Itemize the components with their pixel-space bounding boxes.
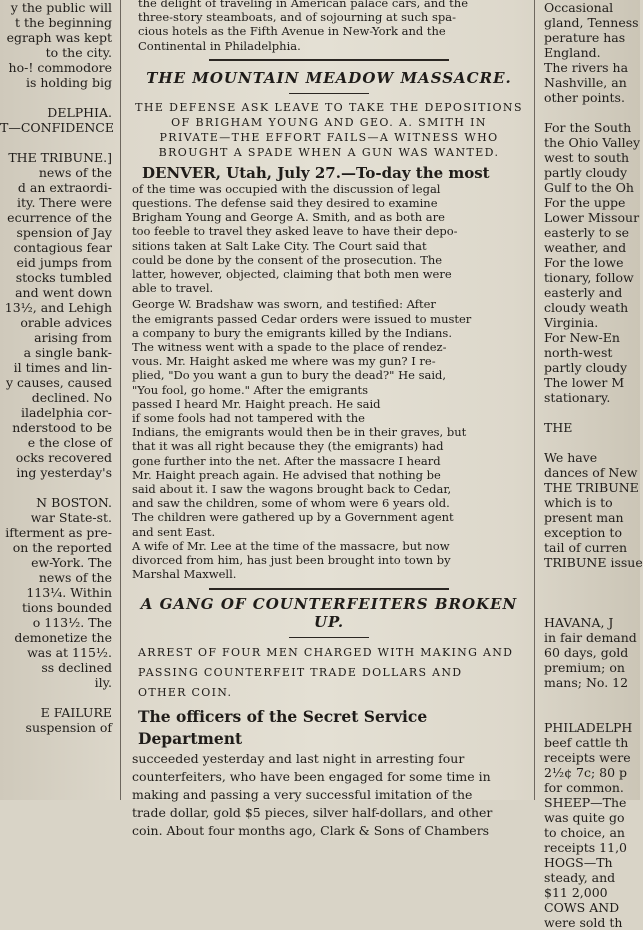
text-line: Marshal Maxwell.: [132, 567, 237, 582]
text-line: [540, 405, 640, 420]
text-line: vous. Mr. Haight asked me where was my gun? I re-: [132, 354, 436, 369]
text-line: weather, and: [544, 240, 627, 255]
article-counterfeiters: [128, 595, 530, 840]
text-line: The rivers ha: [544, 60, 629, 75]
text-line: George W. Bradshaw was sworn, and testified: After: [132, 297, 436, 312]
text-line: The children were gathered up by a Government agent: [132, 510, 454, 525]
article-deck: [128, 643, 530, 703]
headline: THE MOUNTAIN MEADOW MASSACRE.: [146, 68, 512, 87]
text-line: coin. About four months ago, Clark & Sons of Chambers: [132, 822, 490, 838]
text-line: 113¼. Within: [26, 585, 112, 600]
text-line: on the reported: [12, 540, 112, 555]
text-line: Occasional: [544, 0, 614, 15]
text-line: [0, 90, 116, 105]
text-line: receipts 11,0: [544, 840, 628, 855]
text-line: SHEEP—The: [544, 795, 627, 810]
text-line: partly cloudy: [544, 360, 628, 375]
text-line: ity. There were: [17, 195, 112, 210]
text-line: west to south: [544, 150, 630, 165]
text-line: could be done by the consent of the prosecution. The: [132, 252, 443, 267]
text-line: ew-York. The: [31, 555, 112, 570]
text-line: trade dollar, gold $5 pieces, silver half-dollars, and other: [132, 804, 493, 820]
text-line: is holding big: [26, 75, 112, 90]
text-line: orable advices: [20, 315, 112, 330]
text-line: For the lowe: [544, 255, 624, 270]
text-line: war State-st.: [30, 510, 112, 525]
text-line: [0, 135, 116, 150]
text-line: cloudy weath: [544, 300, 629, 315]
text-line: For the South: [544, 120, 632, 135]
top-carryover-text: [128, 0, 530, 53]
column-rule-right: [534, 0, 535, 800]
text-line: counterfeiters, who have been engaged for some time in: [132, 768, 491, 784]
separator-rule: [209, 588, 449, 590]
article-body: [128, 750, 530, 840]
text-line: north-west: [544, 345, 613, 360]
text-line: d an extraordi-: [17, 180, 112, 195]
text-line: easterly to se: [544, 225, 630, 240]
text-line: 60 days, gold: [544, 645, 629, 660]
text-line: iladelphia cor-: [20, 405, 112, 420]
text-line: cious hotels as the Fifth Avenue in New-York and the: [138, 24, 446, 39]
text-line: egraph was kept: [6, 30, 112, 45]
text-line: A wife of Mr. Lee at the time of the massacre, but now: [132, 538, 450, 553]
text-line: THE TRIBUNE.]: [8, 150, 112, 165]
text-line: [540, 435, 640, 450]
text-line: e the close of: [27, 435, 112, 450]
text-line: stocks tumbled: [15, 270, 112, 285]
text-line: 13½, and Lehigh: [4, 300, 112, 315]
text-line: Gulf to the Oh: [544, 180, 634, 195]
text-line: plied, "Do you want a gun to bury the dead?" He said,: [132, 368, 447, 383]
text-line: receipts were: [544, 750, 631, 765]
text-line: able to travel.: [132, 281, 214, 296]
headline: A GANG OF COUNTERFEITERS BROKEN UP.: [140, 594, 518, 631]
text-line: "You fool, go home." After the emigrants: [132, 382, 369, 397]
text-line: OF BRIGHAM YOUNG AND GEO. A. SMITH IN: [171, 115, 487, 129]
text-line: suspension of: [25, 720, 112, 735]
text-line: 2½¢ 7c; 80 p: [544, 765, 628, 780]
separator-rule: [289, 93, 369, 94]
article-body-closing: [128, 539, 530, 582]
text-line: ho-! commodore: [8, 60, 112, 75]
text-line: BROUGHT A SPADE WHEN A GUN WAS WANTED.: [158, 145, 500, 159]
article-mountain-meadow: [128, 69, 530, 582]
text-line: to choice, an: [544, 825, 625, 840]
text-line: [540, 705, 640, 720]
text-line: [0, 690, 116, 705]
text-line: y causes, caused: [5, 375, 112, 390]
text-line: COWS AND: [544, 900, 620, 915]
text-line: y the public will: [10, 0, 112, 15]
text-line: [540, 570, 640, 585]
text-line: premium; on: [544, 660, 625, 675]
text-line: PRIVATE—THE EFFORT FAILS—A WITNESS WHO: [159, 130, 499, 144]
text-line: perature has: [544, 30, 626, 45]
text-line: [540, 690, 640, 705]
text-line: DELPHIA.: [47, 105, 112, 120]
text-line: dances of New: [544, 465, 638, 480]
text-line: was at 115½.: [27, 645, 112, 660]
right-column: [540, 0, 643, 930]
text-line: [0, 480, 116, 495]
text-line: [540, 105, 640, 120]
text-line: which is to: [544, 495, 613, 510]
text-line: latter, however, objected, claiming that both men were: [132, 267, 452, 282]
text-line: ing yesterday's: [16, 465, 112, 480]
text-line: THE TRIBUNE: [544, 480, 639, 495]
article-body-testimony: [128, 297, 530, 538]
text-line: other points.: [544, 90, 625, 105]
left-column: [0, 0, 116, 800]
text-line: too feeble to travel they asked leave to have their depo-: [132, 224, 458, 239]
text-line: the delight of traveling in American palace cars, and the: [138, 0, 469, 10]
text-line: ifterment as pre-: [5, 525, 112, 540]
text-line: mans; No. 12: [544, 675, 629, 690]
text-line: and saw the children, some of whom were 6 years old.: [132, 496, 450, 511]
text-line: ARREST OF FOUR MEN CHARGED WITH MAKING AND: [138, 645, 514, 659]
text-line: to the city.: [45, 45, 112, 60]
text-line: were sold th: [544, 915, 623, 930]
text-line: ss declined: [41, 660, 112, 675]
text-line: Continental in Philadelphia.: [138, 38, 301, 53]
text-line: THE: [544, 420, 573, 435]
text-line: if some fools had not tampered with the: [132, 411, 365, 426]
text-line: the Ohio Valley: [544, 135, 641, 150]
text-line: gland, Tenness: [544, 15, 639, 30]
text-line: England.: [544, 45, 601, 60]
text-line: t the beginning: [15, 15, 112, 30]
article-deck: [128, 100, 530, 160]
text-line: E FAILURE: [40, 705, 112, 720]
text-line: THE DEFENSE ASK LEAVE TO TAKE THE DEPOSITIONS: [135, 100, 523, 114]
text-line: and went down: [15, 285, 112, 300]
text-line: succeeded yesterday and last night in arresting four: [132, 750, 465, 766]
text-line: a single bank-: [23, 345, 112, 360]
center-column: [128, 0, 530, 838]
text-line: PHILADELPH: [544, 720, 633, 735]
text-line: gone further into the net. After the massacre I heard: [132, 453, 441, 468]
text-line: tions bounded: [21, 600, 112, 615]
text-line: partly cloudy: [544, 165, 628, 180]
text-line: of the time was occupied with the discussion of legal: [132, 181, 441, 196]
text-line: N BOSTON.: [36, 495, 112, 510]
text-line: HOGS—Th: [544, 855, 613, 870]
text-line: T—CONFIDENCE: [0, 120, 114, 135]
text-line: easterly and: [544, 285, 623, 300]
text-line: stationary.: [544, 390, 611, 405]
text-line: OTHER COIN.: [138, 685, 233, 699]
text-line: in fair demand: [544, 630, 637, 645]
text-line: tail of curren: [544, 540, 628, 555]
text-line: Indians, the emigrants would then be in their graves, but: [132, 425, 467, 440]
text-line: making and passing a very successful imitation of the: [132, 786, 473, 802]
text-line: passed I heard Mr. Haight preach. He said: [132, 396, 381, 411]
text-line: steady, and: [544, 870, 616, 885]
text-line: Lower Missour: [544, 210, 640, 225]
text-line: news of the: [38, 570, 112, 585]
text-line: and sent East.: [132, 524, 216, 539]
text-line: Virginia.: [544, 315, 599, 330]
text-line: For the uppe: [544, 195, 626, 210]
text-line: a company to bury the emigrants killed by the Indians.: [132, 325, 452, 340]
text-line: Nashville, an: [544, 75, 627, 90]
text-line: three-story steamboats, and of sojourning at such spa-: [138, 10, 456, 25]
text-line: sitions taken at Salt Lake City. The Court said that: [132, 238, 427, 253]
text-line: said about it. I saw the wagons brought back to Cedar,: [132, 482, 452, 497]
text-line: nderstood to be: [12, 420, 112, 435]
text-line: news of the: [38, 165, 112, 180]
text-line: The witness went with a spade to the place of rendez-: [132, 340, 447, 355]
text-line: tionary, follow: [544, 270, 634, 285]
text-line: Mr. Haight preach again. He advised that nothing be: [132, 467, 441, 482]
text-line: [540, 585, 640, 600]
text-line: o 113½. The: [32, 615, 112, 630]
text-line: eid jumps from: [16, 255, 112, 270]
text-line: TRIBUNE issue: [544, 555, 643, 570]
text-line: [540, 600, 640, 615]
text-line: questions. The defense said they desired to examine: [132, 196, 438, 211]
text-line: ily.: [94, 675, 112, 690]
text-line: il times and lin-: [13, 360, 112, 375]
dateline: DENVER, Utah, July 27.—To-day the most: [142, 163, 490, 182]
text-line: declined. No: [31, 390, 112, 405]
separator-rule: [209, 59, 449, 61]
text-line: ecurrence of the: [7, 210, 112, 225]
text-line: The lower M: [544, 375, 625, 390]
text-line: the emigrants passed Cedar orders were issued to muster: [132, 311, 472, 326]
text-line: divorced from him, has just been brought into town by: [132, 553, 451, 568]
text-line: for common.: [544, 780, 624, 795]
article-lead: The officers of the Secret Service Department: [138, 706, 428, 748]
text-line: $11 2,000: [544, 885, 608, 900]
text-line: was quite go: [544, 810, 625, 825]
text-line: beef cattle th: [544, 735, 629, 750]
text-line: spension of Jay: [16, 225, 112, 240]
column-rule-left: [120, 0, 121, 800]
text-line: PASSING COUNTERFEIT TRADE DOLLARS AND: [138, 665, 463, 679]
text-line: HAVANA, J: [544, 615, 614, 630]
separator-rule: [289, 637, 369, 638]
text-line: exception to: [544, 525, 622, 540]
text-line: ocks recovered: [15, 450, 112, 465]
article-body: [128, 182, 530, 296]
text-line: Brigham Young and George A. Smith, and as both are: [132, 210, 445, 225]
text-line: arising from: [34, 330, 112, 345]
text-line: For New-En: [544, 330, 620, 345]
text-line: that it was all right because they (the emigrants) had: [132, 439, 444, 454]
text-line: present man: [544, 510, 624, 525]
text-line: We have: [544, 450, 598, 465]
text-line: demonetize the: [14, 630, 112, 645]
text-line: contagious fear: [13, 240, 112, 255]
